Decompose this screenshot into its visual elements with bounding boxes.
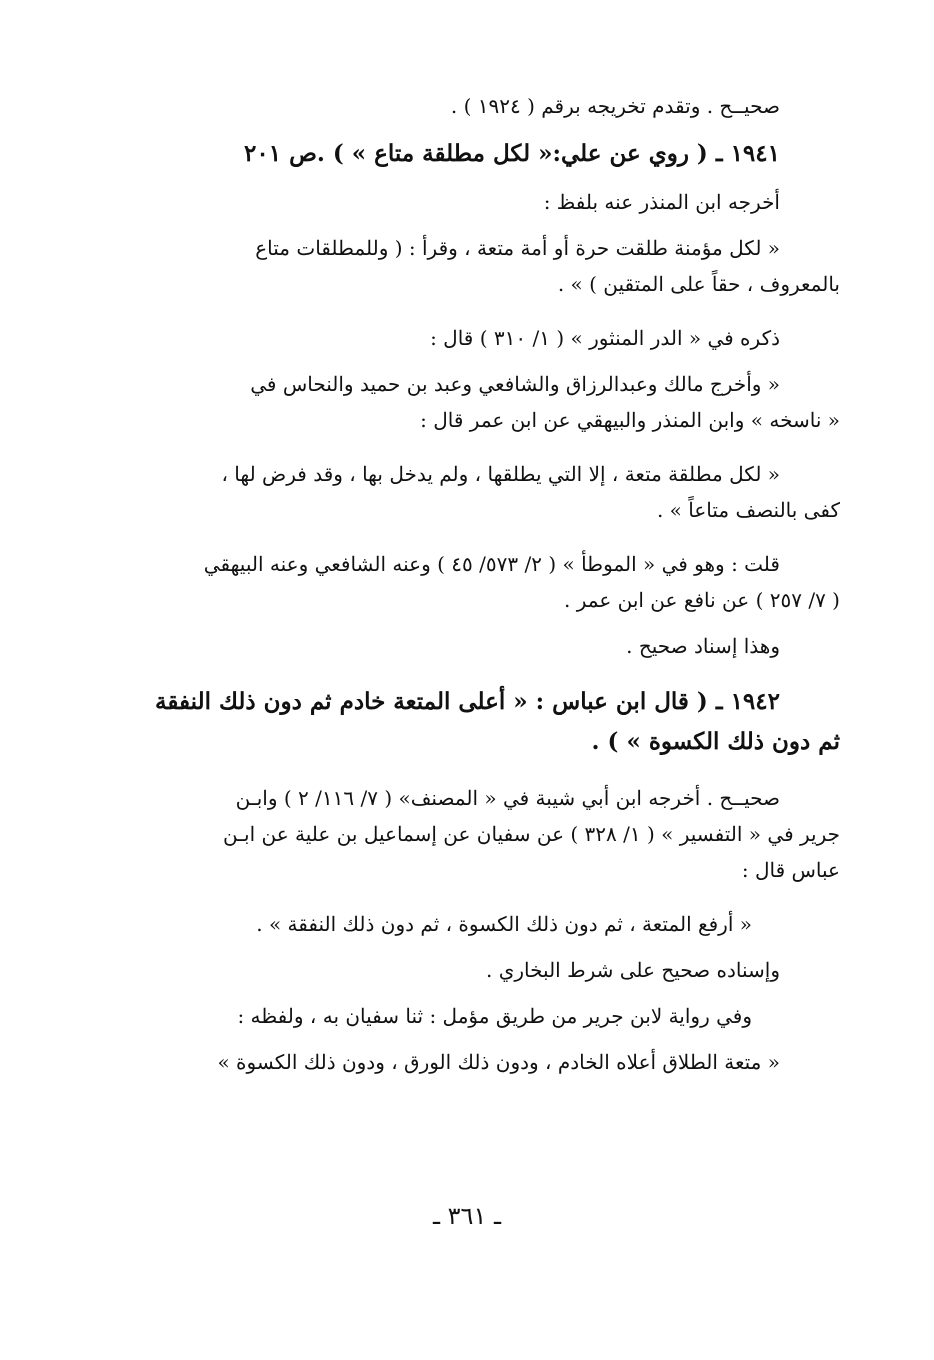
hadith-heading-continued: ثم دون ذلك الكسوة » ) . <box>591 728 840 755</box>
text-line: وهذا إسناد صحيح . <box>626 634 780 658</box>
hadith-heading: ١٩٤٢ ـ ( قال ابن عباس : « أعلى المتعة خادم ثم دون ذلك النفقة <box>155 688 780 715</box>
page-number: ـ ٣٦١ ـ <box>432 1202 501 1230</box>
text-line: كفى بالنصف متاعاً » . <box>656 498 840 522</box>
text-line: عباس قال : <box>741 858 840 882</box>
text-line: ( ٧/ ٢٥٧ ) عن نافع عن ابن عمر . <box>564 588 840 612</box>
text-line: وإسناده صحيح على شرط البخاري . <box>486 958 780 982</box>
text-line: أخرجه ابن المنذر عنه بلفظ : <box>543 190 780 214</box>
text-line: « لكل مطلقة متعة ، إلا التي يطلقها ، ولم يدخل بها ، وقد فرض لها ، <box>221 462 780 486</box>
text-line: جرير في « التفسير » ( ١/ ٣٢٨ ) عن سفيان عن إسماعيل بن علية عن ابـن <box>222 822 840 846</box>
text-line: صحيــح . وتقدم تخريجه برقم ( ١٩٢٤ ) . <box>450 94 780 118</box>
hadith-heading: ١٩٤١ ـ ( روي عن علي:« لكل مطلقة متاع » ) .ص ٢٠١ <box>244 140 780 167</box>
text-line: « ناسخه » وابن المنذر والبيهقي عن ابن عمر قال : <box>420 408 840 432</box>
text-line: « وأخرج مالك وعبدالرزاق والشافعي وعبد بن حميد والنحاس في <box>250 372 780 396</box>
text-line: « أرفع المتعة ، ثم دون ذلك الكسوة ، ثم دون ذلك النفقة » . <box>256 912 752 936</box>
text-line: قلت : وهو في « الموطأ » ( ٢/ ٥٧٣/ ٤٥ ) وعنه الشافعي وعنه البيهقي <box>203 552 780 576</box>
text-line: « متعة الطلاق أعلاه الخادم ، ودون ذلك الورق ، ودون ذلك الكسوة » <box>217 1050 780 1074</box>
text-line: بالمعروف ، حقاً على المتقين ) » . <box>557 272 840 296</box>
text-line: وفي رواية لابن جرير من طريق مؤمل : ثنا سفيان به ، ولفظه : <box>237 1004 752 1028</box>
text-line: صحيــح . أخرجه ابن أبي شيبة في « المصنف» ( ٧/ ١١٦/ ٢ ) وابـن <box>235 786 780 810</box>
text-line: ذكره في « الدر المنثور » ( ١/ ٣١٠ ) قال : <box>430 326 780 350</box>
text-line: « لكل مؤمنة طلقت حرة أو أمة متعة ، وقرأ : ( وللمطلقات متاع <box>255 236 780 260</box>
page-body <box>150 88 840 1080</box>
